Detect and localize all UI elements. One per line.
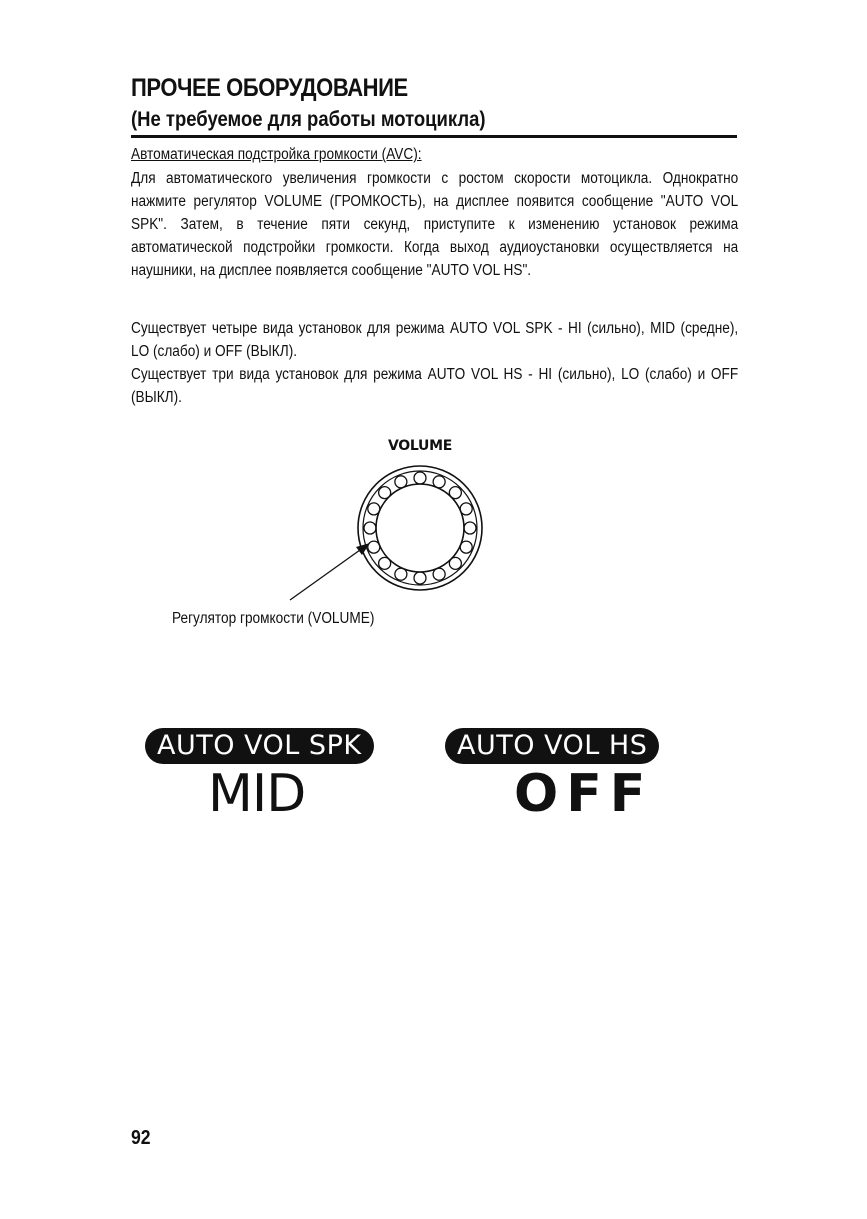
page-number: 92 [131,1127,151,1149]
display-label-spk: AUTO VOL SPK [145,728,374,764]
knob-grip-notch [364,522,376,534]
display-value-hs: OFF [514,764,654,824]
paragraph-hs-settings: Существует три вида установок для режима AUTO VOL HS - HI (сильно), LO (слабо) и OFF (ВЫКЛ). [131,366,739,406]
display-auto-vol-hs [445,728,659,824]
display-label-hs: AUTO VOL HS [445,728,659,764]
paragraph-spk-settings: Существует четыре вида установок для режима AUTO VOL SPK - HI (сильно), MID (средне), LO (слабо) и OFF (ВЫКЛ). [131,320,739,360]
knob-grip-notch [414,472,426,484]
paragraph-avc-description: Для автоматического увеличения громкости с ростом скорости мотоцикла. Однократно нажмите регулятор VOLUME (ГРОМКОСТЬ), на дисплее появится сообщение "AUTO VOL SPK". Затем, в течение пяти секунд, приступите к изменению установок режима автоматической подстройки громкости. Когда выход аудиоустановки осуществляется на наушники, на дисплее появляется сообщение "AUTO VOL HS". [131,170,739,279]
volume-knob-diagram [270,460,530,610]
display-value-spk: MID [208,764,306,824]
knob-grip-notch [414,572,426,584]
knob-grip-notch [464,522,476,534]
knob-caption: Регулятор громкости (VOLUME) [172,610,375,627]
volume-knob-label: VOLUME [388,438,452,454]
volume-knob-icon [358,466,482,590]
title-divider [131,135,737,138]
pointer-arrow [290,543,370,600]
page-subtitle: (Не требуемое для работы мотоцикла) [131,108,486,131]
section-heading: Автоматическая подстройка громкости (AVC): [131,146,422,163]
display-auto-vol-spk [145,728,374,824]
page-title: ПРОЧЕЕ ОБОРУДОВАНИЕ [131,74,408,102]
